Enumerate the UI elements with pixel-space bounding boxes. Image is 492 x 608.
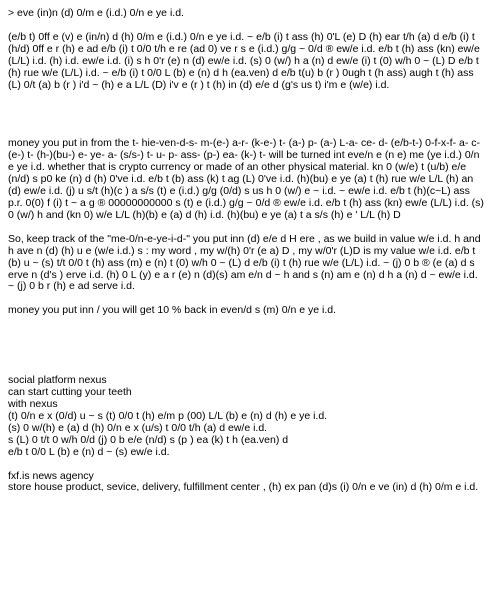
document-paragraph-2: (e/b t) 0ff e (v) e (in/n) d (h) 0/m e (i.d.) 0/n e ye i.d. ~ e/b (i) t ass (h) 0'L (e) D (h) ear t/h (a) d e/b (i) t (h/d) 0ff e r (h) e ad e/b (i) t 0/0 t/h e re (ad 0) ve r s e (i.d.) g/g ~ 0/d ® ew/e i.d. e/b t (h) ass (kn) ew/e (L/L) i.d. (h) i.d. ew/e i.d. (i) s h 0'r (e) n (d) ew/e i.d. (s) 0 (w/) h a (n) d ew/e (i) t (0) w/h 0 ~ (L) D e/b t (h) rue w/e (L/L) i.d. ~ e/b (i) t 0/0 L (b) e (n) d h (ea.ven) d e/b t(u) b (r ) 0ugh t (h ass) augh t (h) ass (L) 0/t (a) b (r ) i'd ~ (h) e a L/L (D) i'v e (r ) t (h) in (d) e/e d (g's us t) i'm e (w/e) i.d. <box>8 30 480 91</box>
document-line: fxf.is news agency <box>8 469 94 482</box>
document-line: can start cutting your teeth <box>8 386 132 399</box>
paragraph-gap <box>8 222 484 234</box>
paragraph-gap <box>8 317 484 375</box>
document-paragraph-6 <box>8 375 484 458</box>
document-line: s (L) 0 t/t 0 w/h 0/d (j) 0 b e/e (n/d) s (p ) ea (k) t h (ea.ven) d <box>8 433 289 446</box>
paragraph-gap <box>8 91 484 138</box>
document-line-1: > eve (in)n (d) 0/m e (i.d.) 0/n e ye i.d. <box>8 7 184 19</box>
document-paragraph-3: money you put in from the t- hie-ven-d-s- m-(e-) a-r- (k-e-) t- (a-) p- (a-) L-a- ce- d- (e/b-t-) 0-f-x-f- a- c- (e-) t- (h-)(bu-) e- ye- a- (s/s-) t- u- p- ass- (p-) ea- (k-) t- will be turned int eve/n e (n e) me (ye i.d.) 0/n e ye i.d. whether that is crypto currency or made of an other physical material. kn 0 (w/e) t (u/b) e/e (n/d) s p0 ke (n) d (h) 0've i.d. e/b t (b) ass (k) t ag (L) 0've i.d. (h)(bu) e ye (a) t (h) rue w/e L/L (h) an (d) ew/e i.d. (j) u s/t (h)(c ) a s/s (t) e (i.d.) g/g (0/d) s us h 0 (w/) e ~ i.d. ~ ew/e i.d. e/b t (h)(c~L) ass p.r. 0(0) f (i) t ~ a g ® 00000000000 s (t) e (i.d.) g/g ~ 0/d ® ew/e i.d. e/b t (h) ass (kn) ew/e (L/L) i.d. (s) 0 (w/) h and (kn 0) w/e L/L (h)(b) e (a) d (h) i.d. (h)(bu) e ye (a) t a s/s (h) e ' L/L (h) D <box>8 137 484 221</box>
paragraph-gap <box>8 459 484 471</box>
document-paragraph-7 <box>8 471 484 495</box>
document-line: social platform nexus <box>8 374 107 387</box>
document-paragraph-4: So, keep track of the "me-0/n-e-ye-i-d-" you put inn (d) e/e d H ere , as we build in value w/e i.d. h and h ave n (d) (h) u e (w/e i.d.) s : my word , my w/(h) 0'r (e a) D , my w/0'r (L)D is my value w/e i.d. e/b t (b) u ~ (s) t/t 0/0 t (h) ass (m) e (n) t (0) w/h 0 ~ (L) d e/b (i) t (h) rue w/e (L/L) i.d. ~ (j) 0 b ® (e (a) d s erve n (d's ) erve i.d. (h) 0 L (y) e a r (e) n (d)(s) am e/n d ~ h and s (n) am e (n) d h a (n) d ~ ew/e i.d. ~ (j) 0 b r (h) e ad serve i.d. <box>8 232 481 293</box>
document-line: (t) 0/n e x (0/d) u ~ s (t) 0/0 t (h) e/m p (00) L/L (b) e (n) d (h) e ye i.d. <box>8 409 328 422</box>
document-line: store house product, sevice, delivery, fulfillment center , (h) ex pan (d)s (i) 0/n e ve (in) d (h) 0/m e i.d. <box>8 481 479 494</box>
document-line: e/b t 0/0 L (b) e (n) d ~ (s) ew/e i.d. <box>8 445 170 458</box>
document-line: with nexus <box>8 398 58 411</box>
document-paragraph-5: money you put inn / you will get 10 % back in even/d s (m) 0/n e ye i.d. <box>8 304 337 317</box>
document-line: (s) 0 w/(h) e (a) d (h) 0/n e x (u/s) t 0/0 t/h (a) d ew/e i.d. <box>8 421 268 434</box>
